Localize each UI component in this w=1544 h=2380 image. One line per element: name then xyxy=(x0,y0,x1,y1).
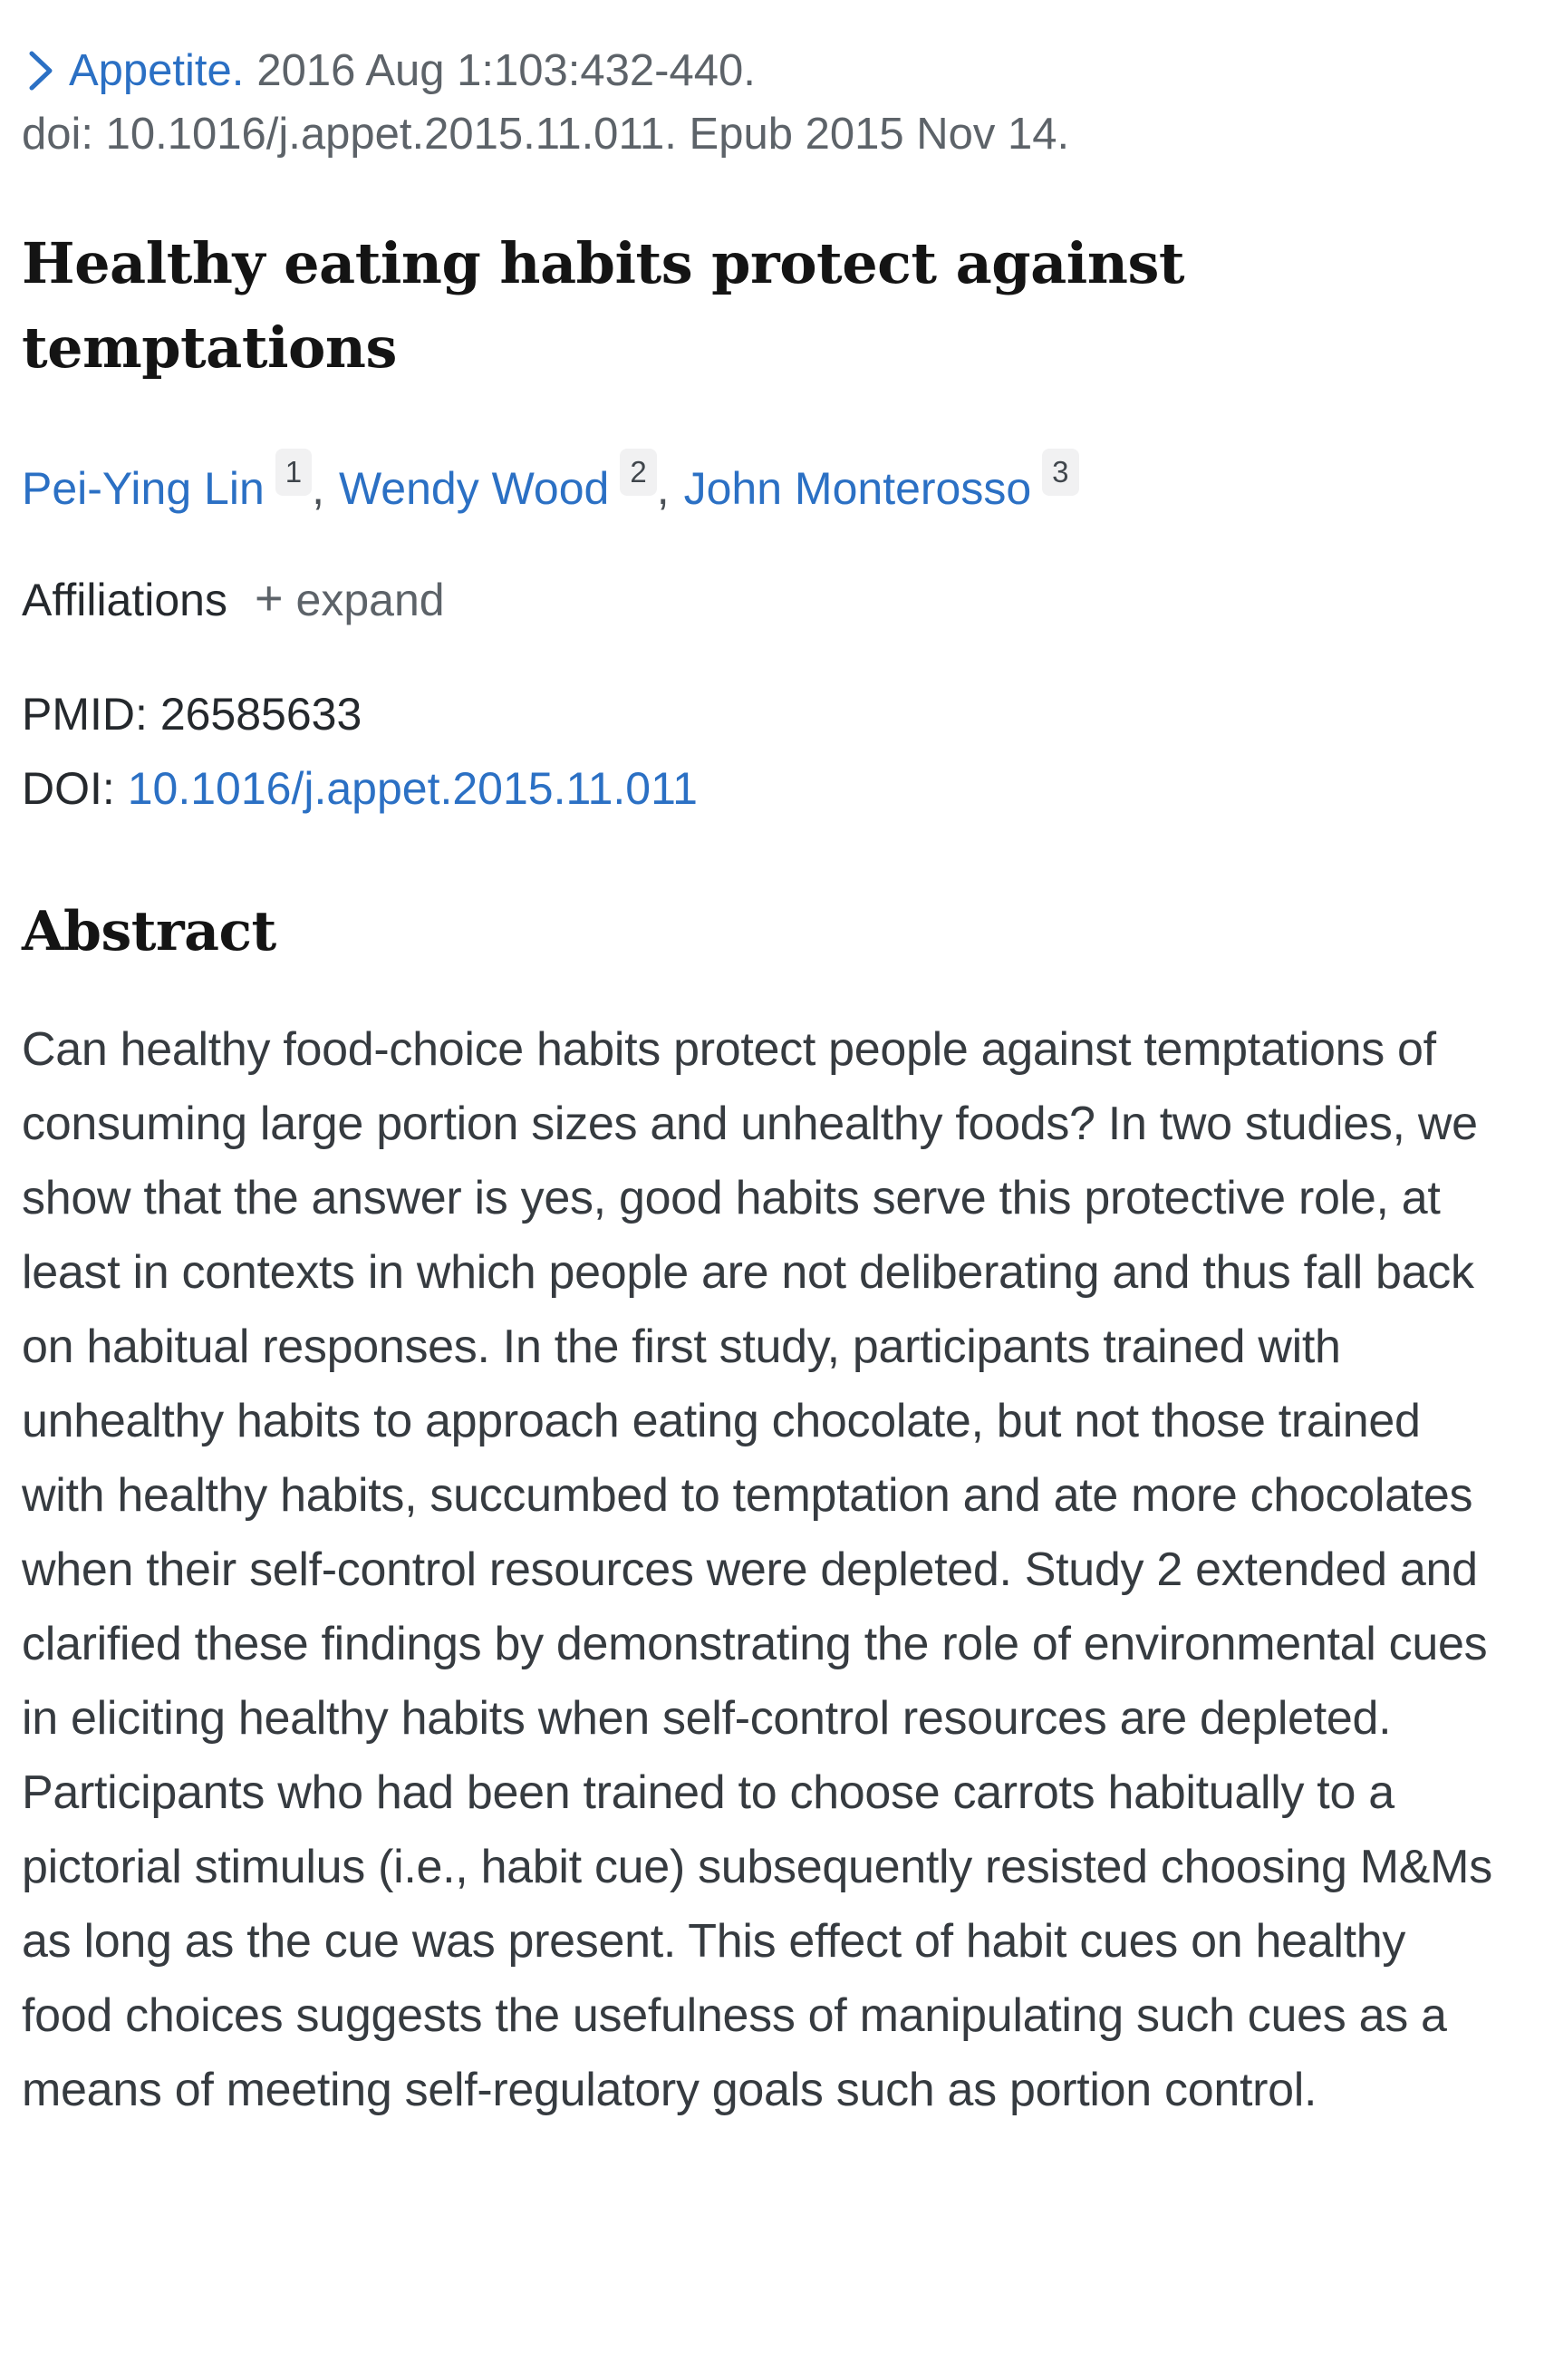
author-affiliation-badge[interactable]: 3 xyxy=(1042,449,1078,496)
author-affiliation-badge[interactable]: 1 xyxy=(275,449,312,496)
citation-line xyxy=(22,40,1508,102)
pmid-line xyxy=(22,686,1508,742)
affiliations-label: Affiliations xyxy=(22,575,227,625)
identifiers-section xyxy=(22,686,1508,817)
author-separator: , xyxy=(656,463,670,514)
citation-doi-line: doi: 10.1016/j.appet.2015.11.011. Epub 2015 Nov 14. xyxy=(22,110,1070,159)
doi-link[interactable]: 10.1016/j.appet.2015.11.011 xyxy=(127,763,698,814)
author-item xyxy=(22,455,339,514)
author-link[interactable]: Pei-Ying Lin xyxy=(22,463,265,514)
author-link[interactable]: Wendy Wood xyxy=(339,463,610,514)
authors-list xyxy=(22,455,1508,518)
author-affiliation-badge[interactable]: 2 xyxy=(620,449,656,496)
expand-label: expand xyxy=(295,575,445,625)
author-item xyxy=(683,455,1079,514)
author-link[interactable]: John Monterosso xyxy=(683,463,1032,514)
chevron-right-icon[interactable] xyxy=(27,50,54,92)
author-separator: , xyxy=(312,463,325,514)
pmid-value: 26585633 xyxy=(159,689,362,740)
affiliations-row xyxy=(22,571,1508,626)
citation-details: 2016 Aug 1:103:432-440. xyxy=(256,46,756,95)
abstract-text: Can healthy food-choice habits protect people against temptations of consuming large portion sizes and unhealthy foods? In two studies, we show that the answer is yes, good habits serve this protective role, at least in contexts in which people are not deliberating and thus fall back on habitual responses. In the first study, participants trained with unhealthy habits to approach eating chocolate, but not those trained with healthy habits, succumbed to temptation and ate more chocolates when their self-control resources were depleted. Study 2 extended and clarified these findings by demonstrating the role of environmental cues in eliciting healthy habits when self-control resources are depleted. Participants who had been trained to choose carrots habitually to a pictorial stimulus (i.e., habit cue) subsequently resisted choosing M&Ms as long as the cue was present. This effect of habit cues on healthy food choices suggests the usefulness of manipulating such cues as a means of meeting self-regulatory goals such as portion control. xyxy=(22,1023,1492,2116)
doi-line xyxy=(22,760,1508,817)
expand-affiliations-button[interactable] xyxy=(254,571,445,626)
abstract-heading: Abstract xyxy=(22,900,276,963)
doi-label: DOI: xyxy=(22,763,115,814)
journal-link[interactable]: Appetite. xyxy=(69,46,245,95)
plus-icon: + xyxy=(254,571,284,625)
article-title: Healthy eating habits protect against temptations xyxy=(22,230,1184,381)
author-item xyxy=(339,455,684,514)
pmid-label: PMID: xyxy=(22,689,148,740)
journal-citation xyxy=(22,40,1508,165)
article-page xyxy=(22,40,1508,2127)
